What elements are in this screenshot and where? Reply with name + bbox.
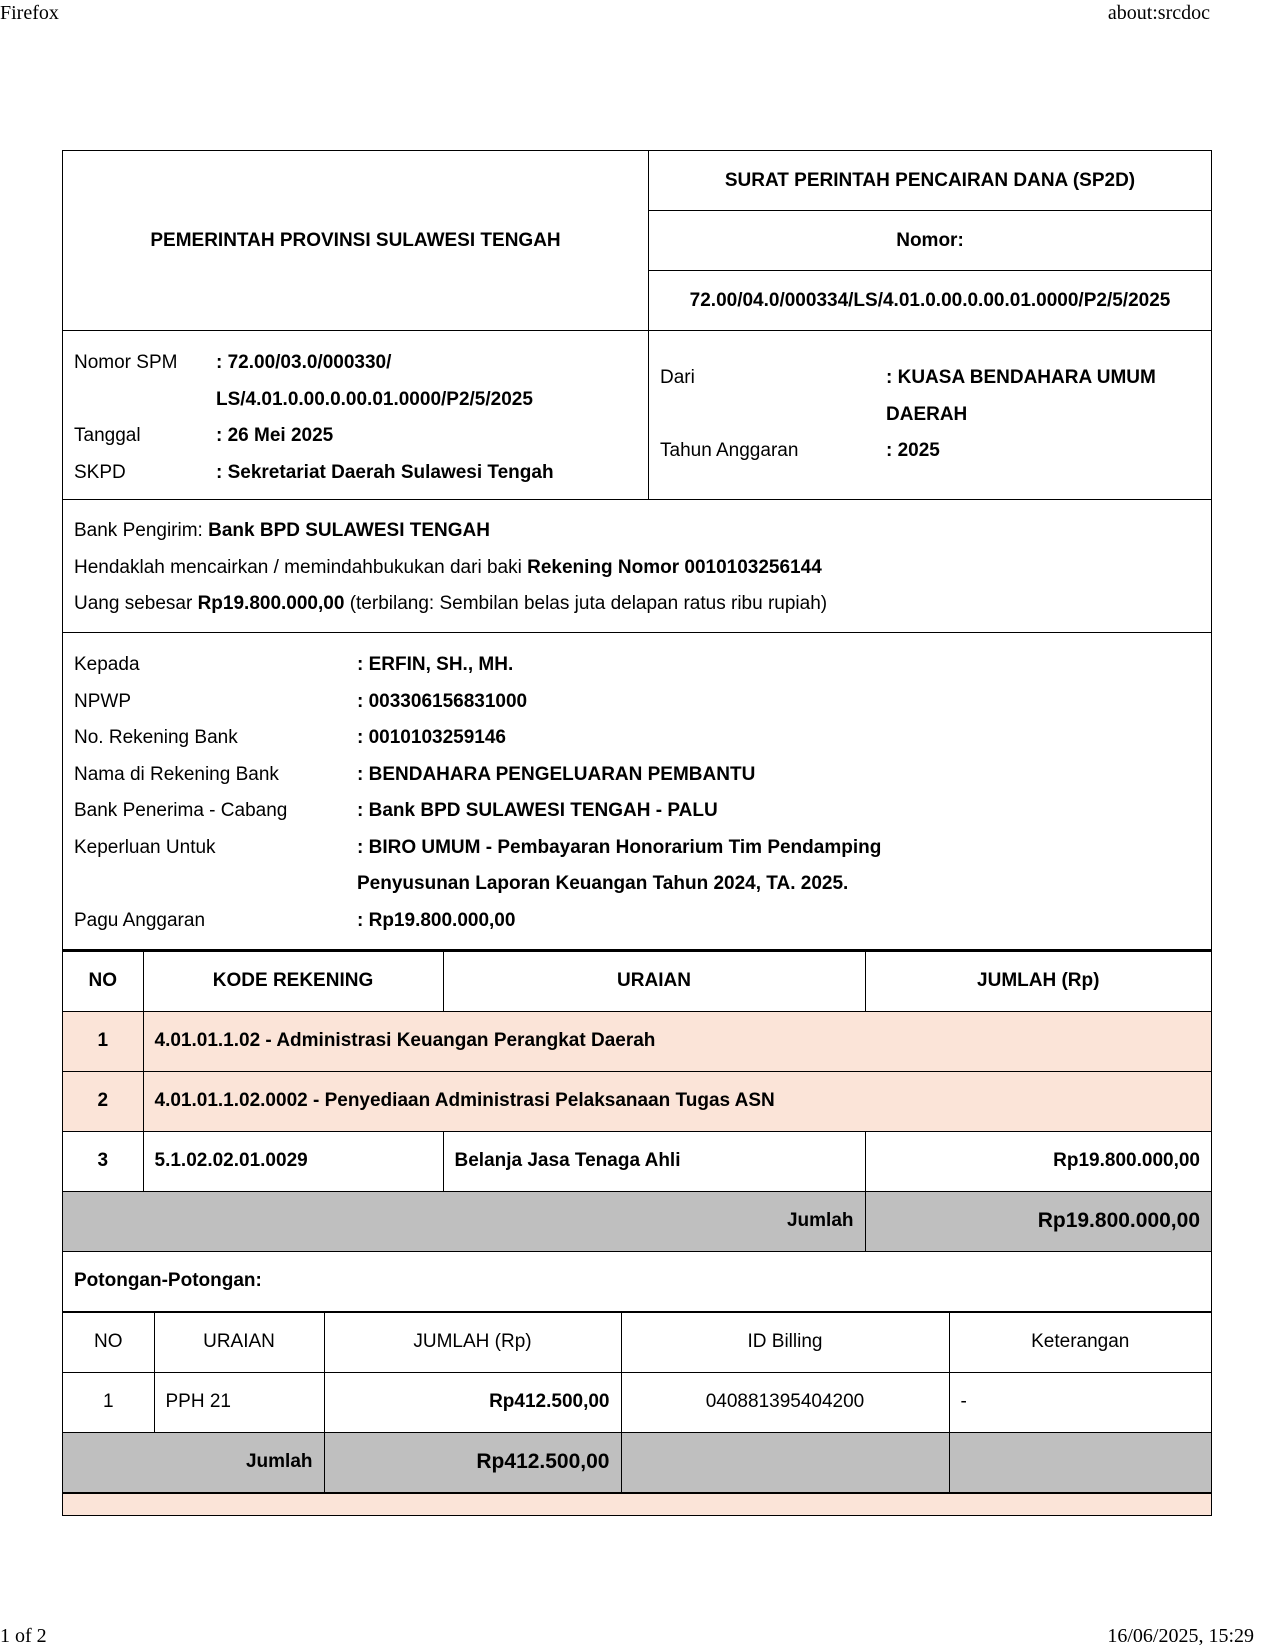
kepada-value: : ERFIN, SH., MH. — [357, 654, 514, 675]
th-uraian: URAIAN — [443, 951, 865, 1011]
table-row — [63, 1071, 1211, 1131]
pot-total-value: Rp412.500,00 — [324, 1432, 621, 1492]
row-no: 2 — [63, 1071, 143, 1131]
nama-rekening-label: Nama di Rekening Bank — [74, 763, 279, 785]
row-kegiatan: 4.01.01.1.02.0002 - Penyediaan Administrasi Pelaksanaan Tugas ASN — [143, 1071, 1211, 1131]
table-row — [63, 1372, 1211, 1432]
table-header-row — [63, 951, 1211, 1011]
pot-no: 1 — [63, 1372, 154, 1432]
info-section — [63, 331, 1211, 500]
doc-number: 72.00/04.0/000334/LS/4.01.0.00.0.00.01.0000/P2/5/2025 — [649, 270, 1211, 330]
print-footer-page: 1 of 2 — [0, 1625, 47, 1647]
total-label: Jumlah — [63, 1191, 865, 1251]
table-row — [63, 1011, 1211, 1071]
total-row — [63, 1191, 1211, 1251]
keperluan-value-line2: Penyusunan Laporan Keuangan Tahun 2024, TA. 2025. — [357, 873, 849, 894]
rekening-label: No. Rekening Bank — [74, 727, 238, 748]
print-header-url: about:srcdoc — [1107, 2, 1210, 24]
amount-terbilang: (terbilang: Sembilan belas juta delapan ratus ribu rupiah) — [344, 593, 828, 614]
peach-strip — [63, 1493, 1211, 1515]
keperluan-label: Keperluan Untuk — [74, 836, 216, 858]
bank-pengirim-label: Bank Pengirim: — [74, 520, 209, 541]
keperluan-value-line1: : BIRO UMUM - Pembayaran Honorarium Tim Pendamping — [357, 836, 882, 858]
print-header-app: Firefox — [0, 2, 59, 24]
document-header — [63, 151, 1211, 331]
pth-uraian: URAIAN — [154, 1312, 324, 1372]
rekening-table — [63, 950, 1211, 1252]
pot-total-empty — [621, 1432, 949, 1492]
sp2d-document — [62, 150, 1212, 1516]
row-no: 1 — [63, 1011, 143, 1071]
bank-section — [63, 500, 1211, 633]
pot-total-label: Jumlah — [63, 1432, 324, 1492]
skpd-value: : Sekretariat Daerah Sulawesi Tengah — [216, 461, 554, 483]
source-account: Rekening Nomor 0010103256144 — [527, 556, 822, 578]
nama-rekening-value: : BENDAHARA PENGELUARAN PEMBANTU — [357, 763, 756, 785]
dari-label: Dari — [660, 367, 695, 389]
skpd-label: SKPD — [74, 461, 126, 483]
pagu-label: Pagu Anggaran — [74, 909, 206, 931]
dari-value-line1: : KUASA BENDAHARA UMUM — [886, 367, 1156, 389]
spm-info — [63, 331, 649, 499]
npwp-value: : 003306156831000 — [357, 690, 528, 712]
potongan-table — [63, 1312, 1211, 1493]
tahun-value: : 2025 — [886, 440, 940, 462]
spm-number-line1: : 72.00/03.0/000330/ — [216, 352, 392, 373]
instruction-text: Hendaklah mencairkan / memindahbukukan dari baki — [74, 556, 528, 578]
nomor-label: Nomor: — [649, 210, 1211, 270]
recipient-section — [63, 633, 1211, 950]
th-kode: KODE REKENING — [143, 951, 443, 1011]
pot-keterangan: - — [949, 1372, 1211, 1432]
pot-billing: 040881395404200 — [621, 1372, 949, 1432]
table-row — [63, 1131, 1211, 1191]
tahun-label: Tahun Anggaran — [660, 440, 799, 462]
potongan-title: Potongan-Potongan: — [63, 1252, 1211, 1312]
pth-no: NO — [63, 1312, 154, 1372]
amount-prefix: Uang sebesar — [74, 593, 198, 614]
th-no: NO — [63, 951, 143, 1011]
npwp-label: NPWP — [74, 690, 131, 712]
rekening-value: : 0010103259146 — [357, 727, 506, 748]
pot-total-empty — [949, 1432, 1211, 1492]
tanggal-label: Tanggal — [74, 425, 141, 446]
pth-billing: ID Billing — [621, 1312, 949, 1372]
dari-value-line2: DAERAH — [886, 403, 968, 425]
doc-title-block — [649, 151, 1211, 330]
pth-keterangan: Keterangan — [949, 1312, 1211, 1372]
row-no: 3 — [63, 1131, 143, 1191]
pot-uraian: PPH 21 — [154, 1372, 324, 1432]
source-info — [649, 331, 1211, 499]
bank-pengirim-value: Bank BPD SULAWESI TENGAH — [208, 520, 490, 541]
print-footer-datetime: 16/06/2025, 15:29 — [1107, 1625, 1254, 1647]
potongan-total-row — [63, 1432, 1211, 1492]
spm-number-line2: LS/4.01.0.00.0.00.01.0000/P2/5/2025 — [216, 388, 533, 410]
th-jumlah: JUMLAH (Rp) — [865, 951, 1211, 1011]
kepada-label: Kepada — [74, 654, 140, 675]
bank-penerima-label: Bank Penerima - Cabang — [74, 800, 288, 821]
total-value: Rp19.800.000,00 — [865, 1191, 1211, 1251]
row-jumlah: Rp19.800.000,00 — [865, 1131, 1211, 1191]
potongan-header-row — [63, 1312, 1211, 1372]
doc-title: SURAT PERINTAH PENCAIRAN DANA (SP2D) — [724, 169, 1136, 191]
amount-value: Rp19.800.000,00 — [197, 593, 345, 614]
row-uraian: Belanja Jasa Tenaga Ahli — [443, 1131, 865, 1191]
pot-jumlah: Rp412.500,00 — [324, 1372, 621, 1432]
row-kode: 5.1.02.02.01.0029 — [143, 1131, 443, 1191]
pagu-value: : Rp19.800.000,00 — [357, 909, 516, 931]
pth-jumlah: JUMLAH (Rp) — [324, 1312, 621, 1372]
spm-label: Nomor SPM — [74, 352, 178, 373]
tanggal-value: : 26 Mei 2025 — [216, 425, 334, 446]
bank-penerima-value: : Bank BPD SULAWESI TENGAH - PALU — [357, 800, 718, 821]
row-program: 4.01.01.1.02 - Administrasi Keuangan Perangkat Daerah — [143, 1011, 1211, 1071]
org-name: PEMERINTAH PROVINSI SULAWESI TENGAH — [63, 151, 649, 330]
